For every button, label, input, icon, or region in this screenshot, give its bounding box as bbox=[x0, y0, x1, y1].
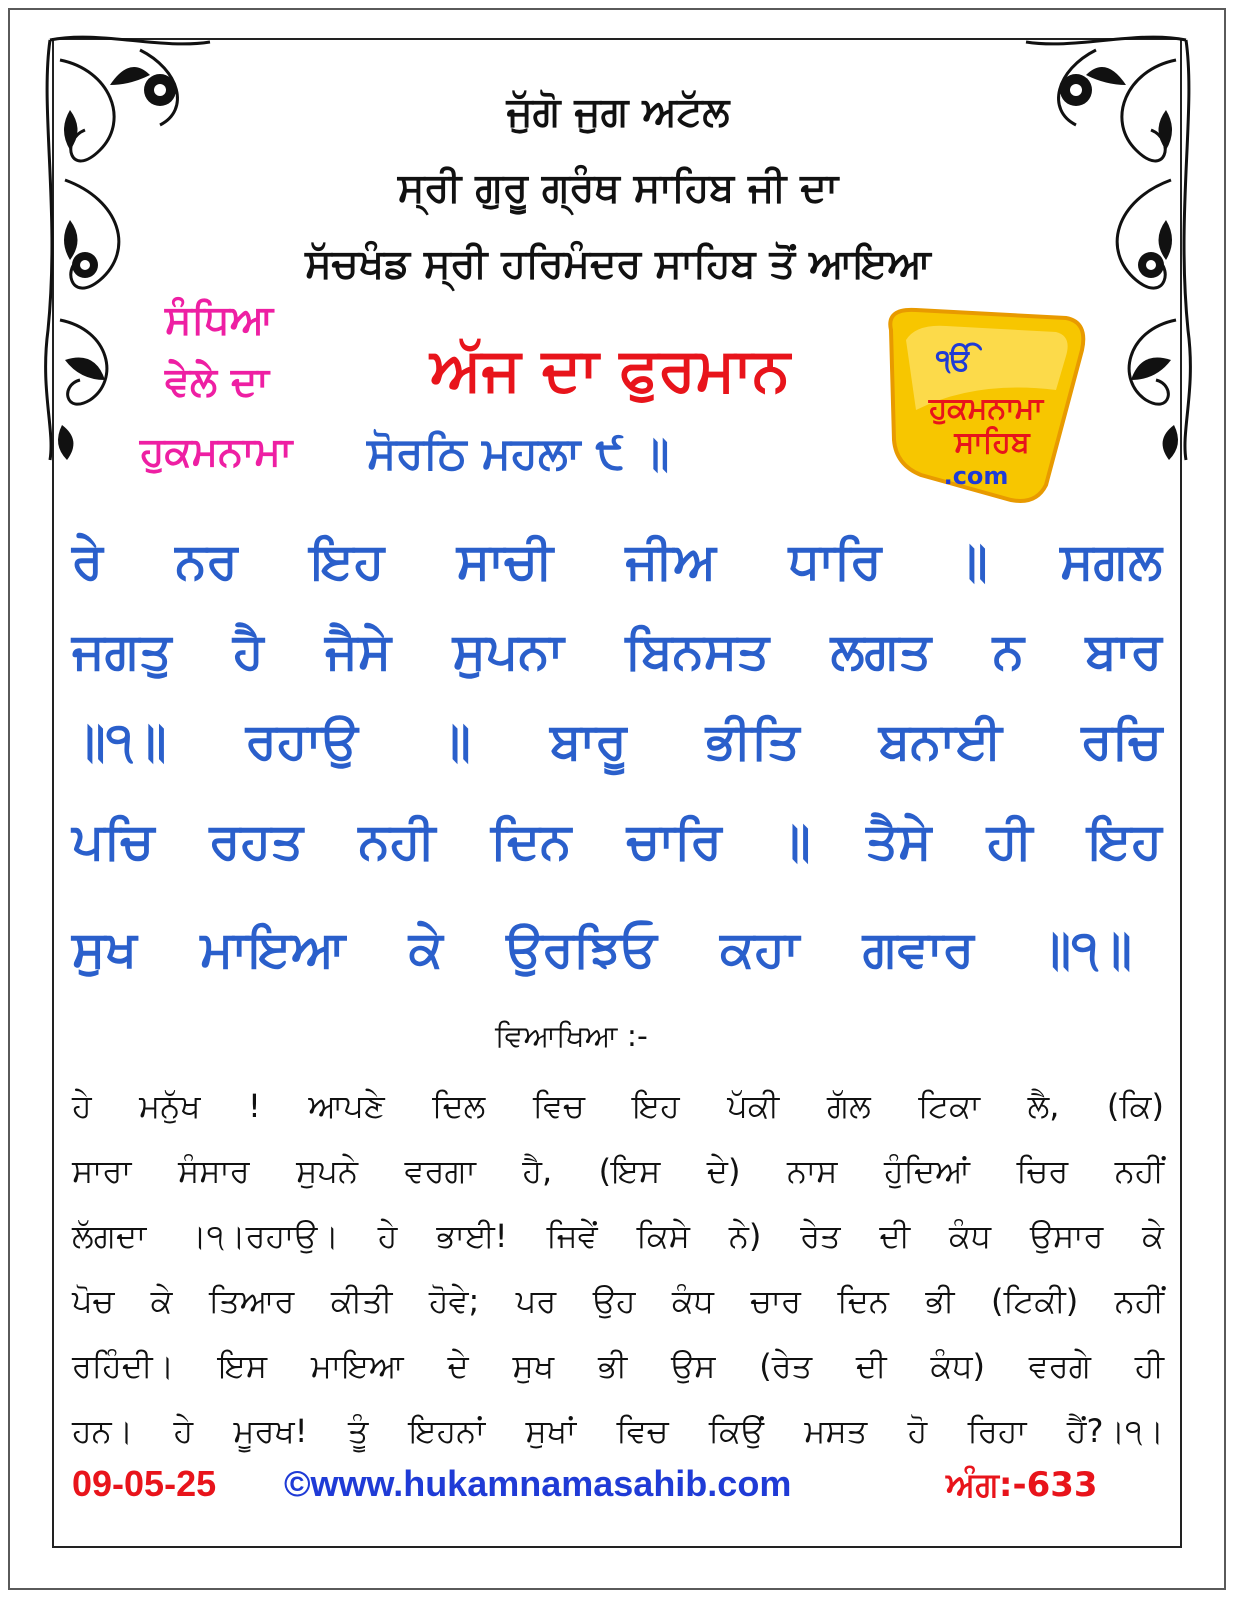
raag-heading: ਸੋਰਠਿ ਮਹਲਾ ੯ ॥ bbox=[367, 428, 670, 479]
footer-website[interactable]: ©www.hukamnamasahib.com bbox=[284, 1463, 792, 1504]
logo-line-3: .com bbox=[943, 462, 1009, 490]
explanation-line-2: ਸਾਰਾ ਸੰਸਾਰ ਸੁਪਨੇ ਵਰਗਾ ਹੈ, (ਇਸ ਦੇ) ਨਾਸ ਹੁੰਦਿਆਂ ਚਿਰ ਨਹੀਂ bbox=[72, 1152, 1164, 1190]
gurbani-line-4: ਪਚਿ ਰਹਤ ਨਹੀ ਦਿਨ ਚਾਰਿ ॥ ਤੈਸੇ ਹੀ ਇਹ bbox=[72, 812, 1162, 870]
gurbani-line-1: ਰੇ ਨਰ ਇਹ ਸਾਚੀ ਜੀਅ ਧਾਰਿ ॥ ਸਗਲ bbox=[72, 532, 1162, 590]
explanation-line-4: ਪੋਚ ਕੇ ਤਿਆਰ ਕੀਤੀ ਹੋਵੇ; ਪਰ ਉਹ ਕੰਧ ਚਾਰ ਦਿਨ ਭੀ (ਟਿਕੀ) ਨਹੀਂ bbox=[72, 1282, 1164, 1320]
evening-label-line-3: ਹੁਕਮਨਾਮਾ bbox=[140, 429, 293, 475]
logo-line-2: ਸਾਹਿਬ bbox=[954, 425, 1030, 460]
header-line-2: ਸ੍ਰੀ ਗੁਰੂ ਗ੍ਰੰਥ ਸਾਹਿਬ ਜੀ ਦਾ bbox=[397, 165, 839, 211]
header-line-1: ਜੁੱਗੋ ਜੁਗ ਅਟੱਲ bbox=[506, 89, 730, 135]
gurbani-line-5: ਸੁਖ ਮਾਇਆ ਕੇ ਉਰਝਿਓ ਕਹਾ ਗਵਾਰ ॥੧॥ bbox=[72, 920, 1132, 978]
logo-line-1: ਹੁਕਮਨਾਮਾ bbox=[928, 391, 1044, 426]
gurbani-line-3: ॥੧॥ ਰਹਾਉ ॥ ਬਾਰੂ ਭੀਤਿ ਬਨਾਈ ਰਚਿ bbox=[72, 712, 1162, 770]
hukamnama-sahib-logo bbox=[876, 300, 1096, 510]
header-line-3: ਸੱਚਖੰਡ ਸ੍ਰੀ ਹਰਿਮੰਦਰ ਸਾਹਿਬ ਤੋਂ ਆਇਆ bbox=[305, 241, 931, 287]
evening-label-line-1: ਸੰਧਿਆ bbox=[165, 297, 274, 343]
footer-date: 09-05-25 bbox=[72, 1463, 217, 1504]
explanation-heading: ਵਿਆਖਿਆ :- bbox=[495, 1019, 648, 1054]
page-title: ਅੱਜ ਦਾ ਫੁਰਮਾਨ bbox=[430, 335, 790, 405]
explanation-line-1: ਹੇ ਮਨੁੱਖ ! ਆਪਣੇ ਦਿਲ ਵਿਚ ਇਹ ਪੱਕੀ ਗੱਲ ਟਿਕਾ ਲੈ, (ਕਿ) bbox=[72, 1087, 1164, 1125]
explanation-line-5: ਰਹਿੰਦੀ। ਇਸ ਮਾਇਆ ਦੇ ਸੁਖ ਭੀ ਉਸ (ਰੇਤ ਦੀ ਕੰਧ) ਵਰਗੇ ਹੀ bbox=[72, 1347, 1164, 1385]
explanation-line-6: ਹਨ। ਹੇ ਮੂਰਖ! ਤੂੰ ਇਹਨਾਂ ਸੁਖਾਂ ਵਿਚ ਕਿਉਂ ਮਸਤ ਹੋ ਰਿਹਾ ਹੈਂ?।੧। bbox=[72, 1412, 1164, 1450]
explanation-line-3: ਲੱਗਦਾ ।੧।ਰਹਾਉ। ਹੇ ਭਾਈ! ਜਿਵੇਂ ਕਿਸੇ ਨੇ) ਰੇਤ ਦੀ ਕੰਧ ਉਸਾਰ ਕੇ bbox=[72, 1217, 1164, 1255]
gurbani-line-2: ਜਗਤੁ ਹੈ ਜੈਸੇ ਸੁਪਨਾ ਬਿਨਸਤ ਲਗਤ ਨ ਬਾਰ bbox=[72, 622, 1162, 680]
footer-ang: ਅੰਗ:-633 bbox=[946, 1465, 1098, 1505]
logo-ik-onkar: ੴ bbox=[936, 343, 973, 378]
evening-label-line-2: ਵੇਲੇ ਦਾ bbox=[165, 359, 269, 405]
